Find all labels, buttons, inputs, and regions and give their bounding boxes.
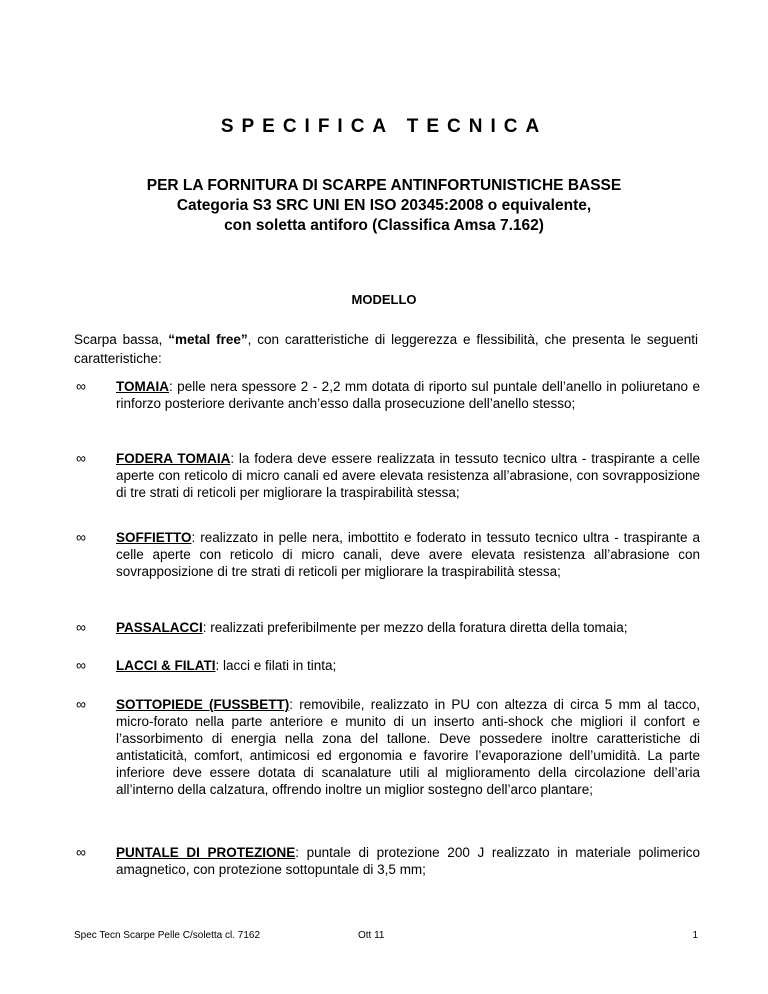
list-item-term: SOFFIETTO [116,530,192,545]
section-heading-modello: MODELLO [351,292,417,307]
list-item-text [116,529,700,580]
list-item-term: PUNTALE DI PROTEZIONE [116,845,296,860]
list-item-text [116,450,700,501]
subtitle-line-2: Categoria S3 SRC UNI EN ISO 20345:2008 o equivalente, [176,197,592,214]
infinity-bullet-icon: ∞ [76,696,86,712]
infinity-bullet-icon: ∞ [76,378,86,394]
intro-paragraph [74,330,698,368]
list-item-text [116,378,700,412]
list-item-term: LACCI & FILATI [116,658,216,673]
list-item-text [116,657,700,674]
list-item-description: : la fodera deve essere realizzata in tessuto tecnico ultra - traspirante a celle aperte con reticolo di micro canali ed avere elevata resistenza all’abrasione, con sovrapposizione di tre strati di reticoli per migliorare la traspirabilità stessa; [116,451,700,500]
list-item-description: : realizzati preferibilmente per mezzo della foratura diretta della tomaia; [202,620,628,635]
infinity-bullet-icon: ∞ [76,450,86,466]
page-footer [74,929,698,943]
list-item-description: : realizzato in pelle nera, imbottito e foderato in tessuto tecnico ultra - traspirante a celle aperte con reticolo di micro canali, deve avere elevata resistenza all’abrasione con sovrapposizione di tre strati di reticoli per migliorare la traspirabilità stessa; [116,530,700,579]
list-item-description: : pelle nera spessore 2 - 2,2 mm dotata di riporto sul puntale dell’anello in poliuretano e rinforzo posteriore derivante anch’esso dalla prosecuzione dell’anello stesso; [116,379,700,411]
subtitle-line-3: con soletta antiforo (Classifica Amsa 7.162) [224,217,544,234]
list-item-text [116,619,700,636]
intro-text-before: Scarpa bassa, [74,332,169,347]
document-subtitle [0,176,768,236]
list-item-description: : removibile, realizzato in PU con altezza di circa 5 mm al tacco, micro-forato nella parte anteriore e munito di un inserto anti-shock che migliori il confort e l’assorbimento di energia nella zona del tallone. Deve possedere inoltre caratteristiche di antistaticità, comfort, antimicosi ed ergonomia e favorire l’evaporazione dell’umidità. La parte inferiore deve essere dotata di scanalature utili al miglioramento della circolazione dell’aria all’interno della calzatura, offrendo inoltre un miglior sostegno dell’arco plantare; [116,697,700,797]
list-item-term: TOMAIA [116,379,169,394]
subtitle-line-1: PER LA FORNITURA DI SCARPE ANTINFORTUNISTICHE BASSE [146,177,622,194]
infinity-bullet-icon: ∞ [76,619,86,635]
document-title: SPECIFICA TECNICA [220,116,548,137]
list-item-description: : puntale di protezione 200 J realizzato in materiale polimerico amagnetico, con protezione sottopuntale di 3,5 mm; [116,845,700,877]
footer-document-reference: Spec Tecn Scarpe Pelle C/soletta cl. 7162 [74,930,261,941]
footer-date: Ott 11 [358,930,385,941]
intro-text-bold: “metal free” [168,332,248,347]
list-item-text [116,696,700,798]
list-item-description: : lacci e filati in tinta; [215,658,337,673]
infinity-bullet-icon: ∞ [76,657,86,673]
list-item-term: FODERA TOMAIA [116,451,231,466]
infinity-bullet-icon: ∞ [76,844,86,860]
footer-page-number: 1 [692,930,698,941]
list-item-term: PASSALACCI [116,620,203,635]
list-item-text [116,844,700,878]
infinity-bullet-icon: ∞ [76,529,86,545]
list-item-term: SOTTOPIEDE (FUSSBETT) [116,697,290,712]
intro-text-after: , con caratteristiche di leggerezza e flessibilità, che presenta le seguenti caratteristiche: [74,332,698,366]
